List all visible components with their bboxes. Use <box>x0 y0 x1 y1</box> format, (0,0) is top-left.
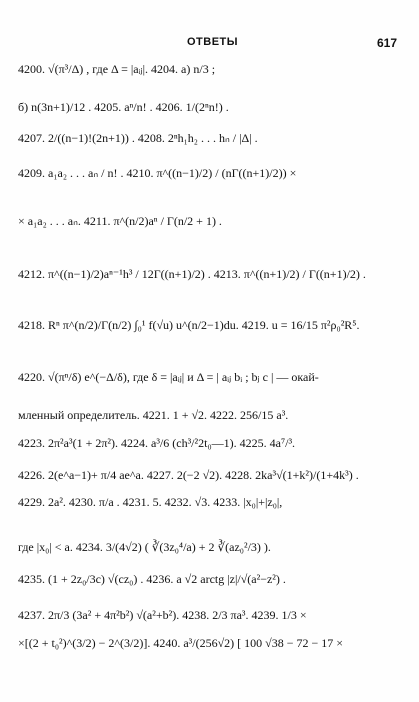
formula-line <box>0 214 419 229</box>
formula-line <box>0 540 419 555</box>
page-number: 617 <box>376 36 397 50</box>
line-text: 4226. 2(e^a−1)+ π/4 ae^a. 4227. 2(−2 √2). 4228. 2ka³√(1+k²)/(1+4k³) . <box>18 468 359 482</box>
line-text: где |x₀| < a. 4234. 3/(4√2) ( ∛(3z₀⁴/a) + 2 ∛(az₀²/3) ). <box>18 540 271 554</box>
line-text: 4209. a₁a₂ . . . aₙ / n! . 4210. π^((n−1)/2) / (nΓ((n+1)/2)) × <box>18 166 297 180</box>
line-text: 4220. √(πⁿ/δ) e^(−Δ/δ), где δ = |aᵢⱼ| и Δ = | aᵢⱼ bᵢ ; bⱼ c | — окай- <box>18 370 319 384</box>
formula-line <box>0 495 419 510</box>
formula-line <box>0 572 419 587</box>
formula-line <box>0 267 419 282</box>
line-text: 4237. 2π/3 (3a² + 4π²b²) √(a²+b²). 4238. 2/3 πa³. 4239. 1/3 × <box>18 608 307 622</box>
formula-line <box>0 370 419 385</box>
formula-line <box>0 131 419 146</box>
formula-line <box>0 318 419 333</box>
formula-line <box>0 166 419 181</box>
line-text: б) n(3n+1)/12 . 4205. aⁿ/n! . 4206. 1/(2ⁿn!) . <box>18 100 229 114</box>
line-text: 4212. π^((n−1)/2)aⁿ⁻¹h³ / 12Γ((n+1)/2) . 4213. π^((n+1)/2) / Γ((n+1)/2) . <box>18 267 366 281</box>
page-title: ОТВЕТЫ <box>187 36 239 48</box>
formula-line <box>0 100 419 115</box>
line-text: ×[(2 + t₀²)^(3/2) − 2^(3/2)]. 4240. a³/(256√2) [ 100 √38 − 72 − 17 × <box>18 636 344 650</box>
line-text: 4218. Rⁿ π^(n/2)/Γ(n/2) ∫₀¹ f(√u) u^(n/2−1)du. 4219. u = 16/15 π²ρ₀²R⁵. <box>18 318 360 332</box>
line-text: 4223. 2π²a³(1 + 2π²). 4224. a³/6 (ch³/²2t₀—1). 4225. 4a⁷/³. <box>18 436 296 450</box>
line-text: × a₁a₂ . . . aₙ. 4211. π^(n/2)aⁿ / Γ(n/2 + 1) . <box>18 214 222 228</box>
line-text: мленный определитель. 4221. 1 + √2. 4222. 256/15 a³. <box>18 408 289 422</box>
page-header <box>0 36 419 54</box>
line-text: 4229. 2a². 4230. π/a . 4231. 5. 4232. √3. 4233. |x₀|+|z₀|, <box>18 495 283 509</box>
formula-line <box>0 62 419 77</box>
formula-line <box>0 436 419 451</box>
line-text: 4235. (1 + 2z₀/3c) √(cz₀) . 4236. a √2 arctg |z|/√(a²−z²) . <box>18 572 286 586</box>
line-text: 4200. √(π³/Δ) , где Δ = |aᵢⱼ|. 4204. а) n/3 ; <box>18 62 216 76</box>
line-text: 4207. 2/((n−1)!(2n+1)) . 4208. 2ⁿh₁h₂ . . . hₙ / |Δ| . <box>18 131 258 145</box>
formula-line <box>0 608 419 623</box>
formula-line <box>0 636 419 651</box>
formula-line <box>0 468 419 483</box>
formula-line <box>0 408 419 423</box>
